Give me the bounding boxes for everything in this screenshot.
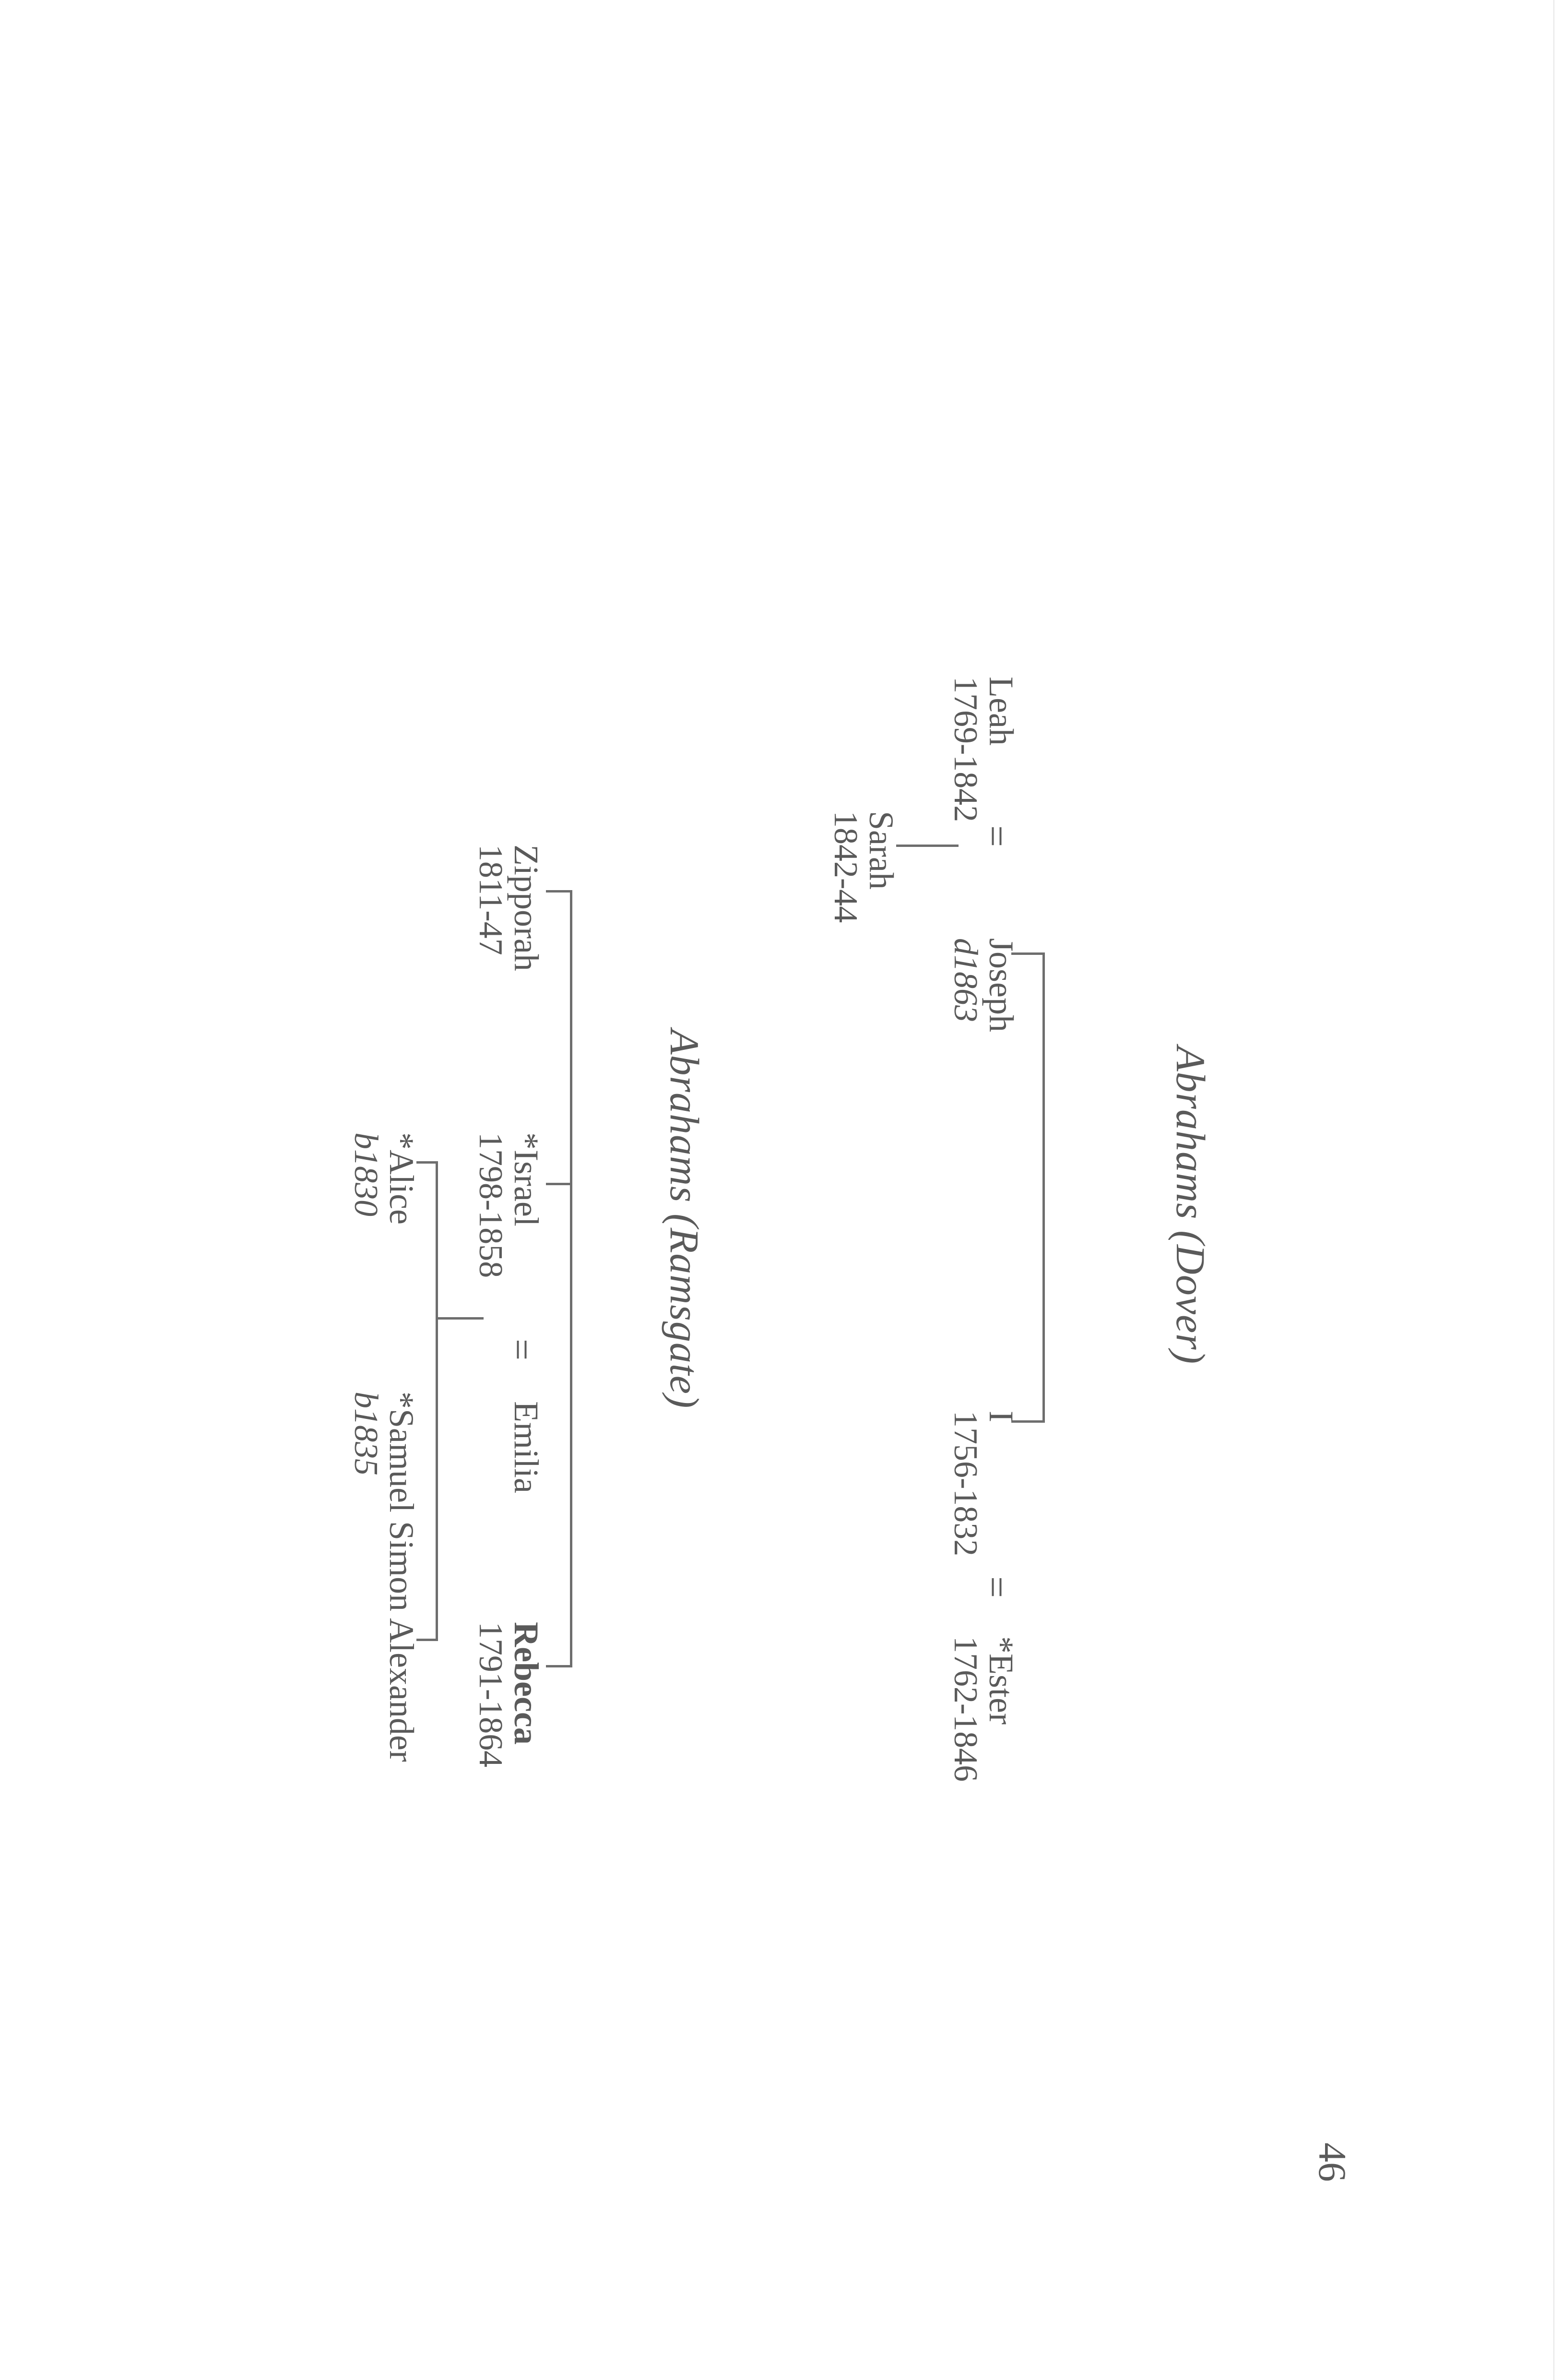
- children-bar: [436, 1161, 438, 1641]
- ester-dates: 1762-1846: [947, 1636, 984, 1782]
- ester-name: *Ester: [982, 1636, 1020, 1725]
- israel-name: *Israel: [507, 1132, 545, 1226]
- i-ester-marriage-symbol: =: [975, 1576, 1018, 1598]
- israel-emilia-marriage-symbol: =: [500, 1339, 543, 1361]
- page-number: 46: [1311, 2142, 1354, 2182]
- leah-name: Leah: [982, 677, 1020, 746]
- sarah-dates: 1842-44: [827, 811, 864, 923]
- leah-joseph-marriage-symbol: =: [975, 825, 1018, 847]
- joseph-name: Joseph: [982, 938, 1020, 1032]
- sarah-descent-line: [896, 845, 959, 847]
- dover-title: Abrahams (Dover): [1168, 1046, 1214, 1365]
- samuel-dates: b1835: [347, 1392, 384, 1476]
- leah-dates: 1769-1842: [947, 677, 984, 822]
- rebecca-dates: 1791-1864: [472, 1622, 509, 1768]
- israel-drop: [546, 1183, 572, 1185]
- emilia-name: Emilia: [507, 1401, 545, 1493]
- children-descent-line: [436, 1317, 484, 1320]
- i-name: I: [982, 1411, 1020, 1422]
- rebecca-drop: [546, 1665, 572, 1667]
- dover-sibling-bar: [1042, 952, 1045, 1423]
- zipporah-name: Zipporah: [507, 845, 545, 971]
- ramsgate-sibling-bar: [570, 890, 572, 1667]
- alice-dates: b1830: [347, 1132, 384, 1216]
- ramsgate-title: Abrahams (Ramsgate): [662, 1029, 708, 1409]
- joseph-dates: d1863: [947, 938, 984, 1022]
- i-dates: 1756-1832: [947, 1411, 984, 1557]
- zipporah-drop: [546, 890, 572, 892]
- samuel-name: *Samuel Simon Alexander: [382, 1392, 421, 1762]
- israel-dates: 1798-1858: [472, 1132, 509, 1278]
- sarah-name: Sarah: [862, 811, 900, 890]
- zipporah-dates: 1811-47: [472, 845, 509, 955]
- alice-name: *Alice: [382, 1132, 421, 1225]
- rebecca-name: Rebecca: [507, 1622, 545, 1745]
